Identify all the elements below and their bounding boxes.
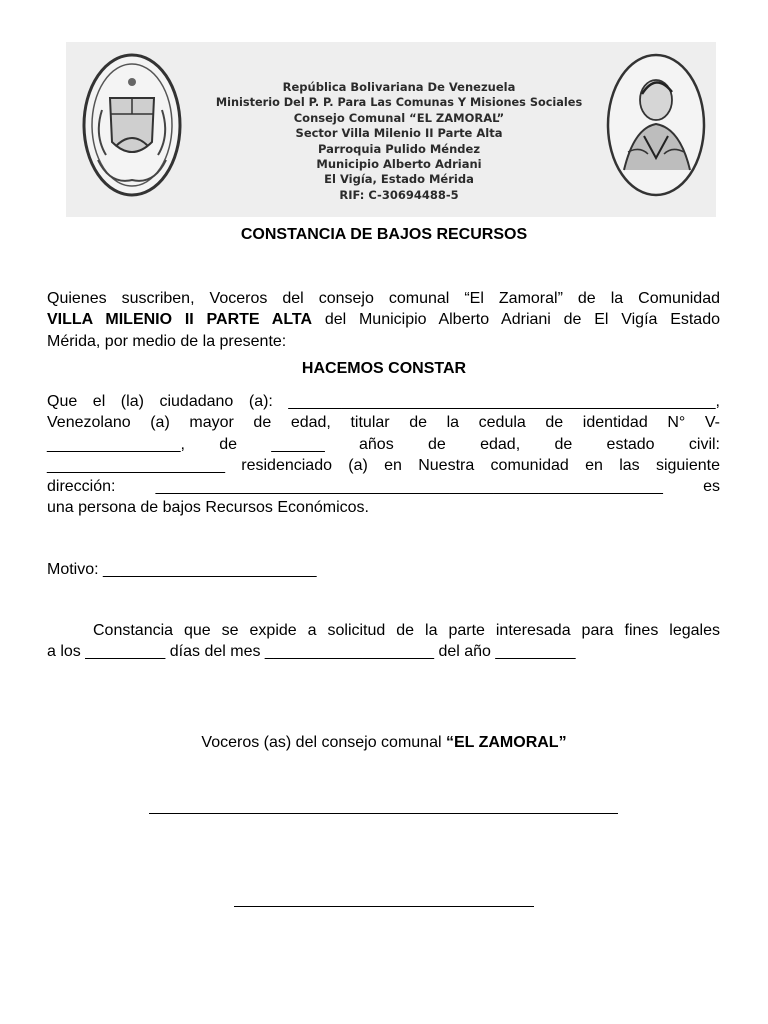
intro-line-1: Quienes suscriben, Voceros del consejo comunal “El Zamoral” de la Comunidad: [47, 290, 720, 307]
citizen-address-line: dirección: _________________________________________________________ es: [47, 478, 720, 496]
issuance-date-line: a los _________ días del mes ___________________ del año _________: [47, 643, 576, 661]
letterhead-republic: República Bolivariana De Venezuela: [282, 80, 516, 94]
letterhead-municipality: Municipio Alberto Adriani: [316, 157, 482, 172]
citizen-statement: [47, 391, 720, 519]
letterhead-ministry: Ministerio Del P. P. Para Las Comunas Y Misiones Sociales: [215, 96, 583, 110]
citizen-id-line: Venezolano (a) mayor de edad, titular de la cedula de identidad N° V-: [47, 414, 720, 432]
bolivar-portrait-seal-icon: [604, 50, 708, 200]
intro-line-2: [47, 309, 720, 330]
letterhead-city: El Vigía, Estado Mérida: [324, 172, 474, 187]
document-title: CONSTANCIA DE BAJOS RECURSOS: [240, 226, 528, 243]
letterhead-sector: Sector Villa Milenio II Parte Alta: [295, 126, 503, 141]
intro-line-3: Mérida, por medio de la presente:: [47, 332, 287, 350]
letterhead-rif: RIF: C-30694488-5: [339, 187, 459, 202]
motivo-line: Motivo: ________________________: [47, 561, 317, 578]
citizen-name-line: Que el (la) ciudadano (a): ________________________________________________,: [47, 393, 720, 410]
signature-line-1: [149, 813, 618, 814]
intro-municipality-text: del Municipio Alberto Adriani de El Vigía Estado: [312, 311, 721, 329]
letterhead-parish: Parroquia Pulido Méndez: [317, 141, 481, 156]
voceros-line: [0, 734, 768, 752]
voceros-prefix: Voceros (as) del consejo comunal: [201, 734, 446, 751]
council-name: “EL ZAMORAL”: [445, 734, 567, 751]
issuance-paragraph: [47, 620, 720, 663]
intro-paragraph: [47, 288, 720, 352]
issuance-line-1: Constancia que se expide a solicitud de la parte interesada para fines legales: [93, 622, 720, 639]
signature-line-2: [234, 906, 534, 907]
venezuela-coat-of-arms-seal-icon: [80, 50, 184, 200]
citizen-residence-line: ____________________ residenciado (a) en Nuestra comunidad en las siguiente: [47, 456, 720, 474]
citizen-age-line: _______________, de ______ años de edad, de estado civil:: [47, 435, 720, 453]
letterhead: [66, 42, 716, 217]
community-name: VILLA MILENIO II PARTE ALTA: [47, 311, 313, 329]
letterhead-council: Consejo Comunal “EL ZAMORAL”: [293, 110, 505, 125]
letterhead-text: [198, 80, 600, 203]
citizen-status-line: una persona de bajos Recursos Económicos.: [47, 499, 369, 517]
hacemos-constar-heading: HACEMOS CONSTAR: [301, 360, 467, 377]
